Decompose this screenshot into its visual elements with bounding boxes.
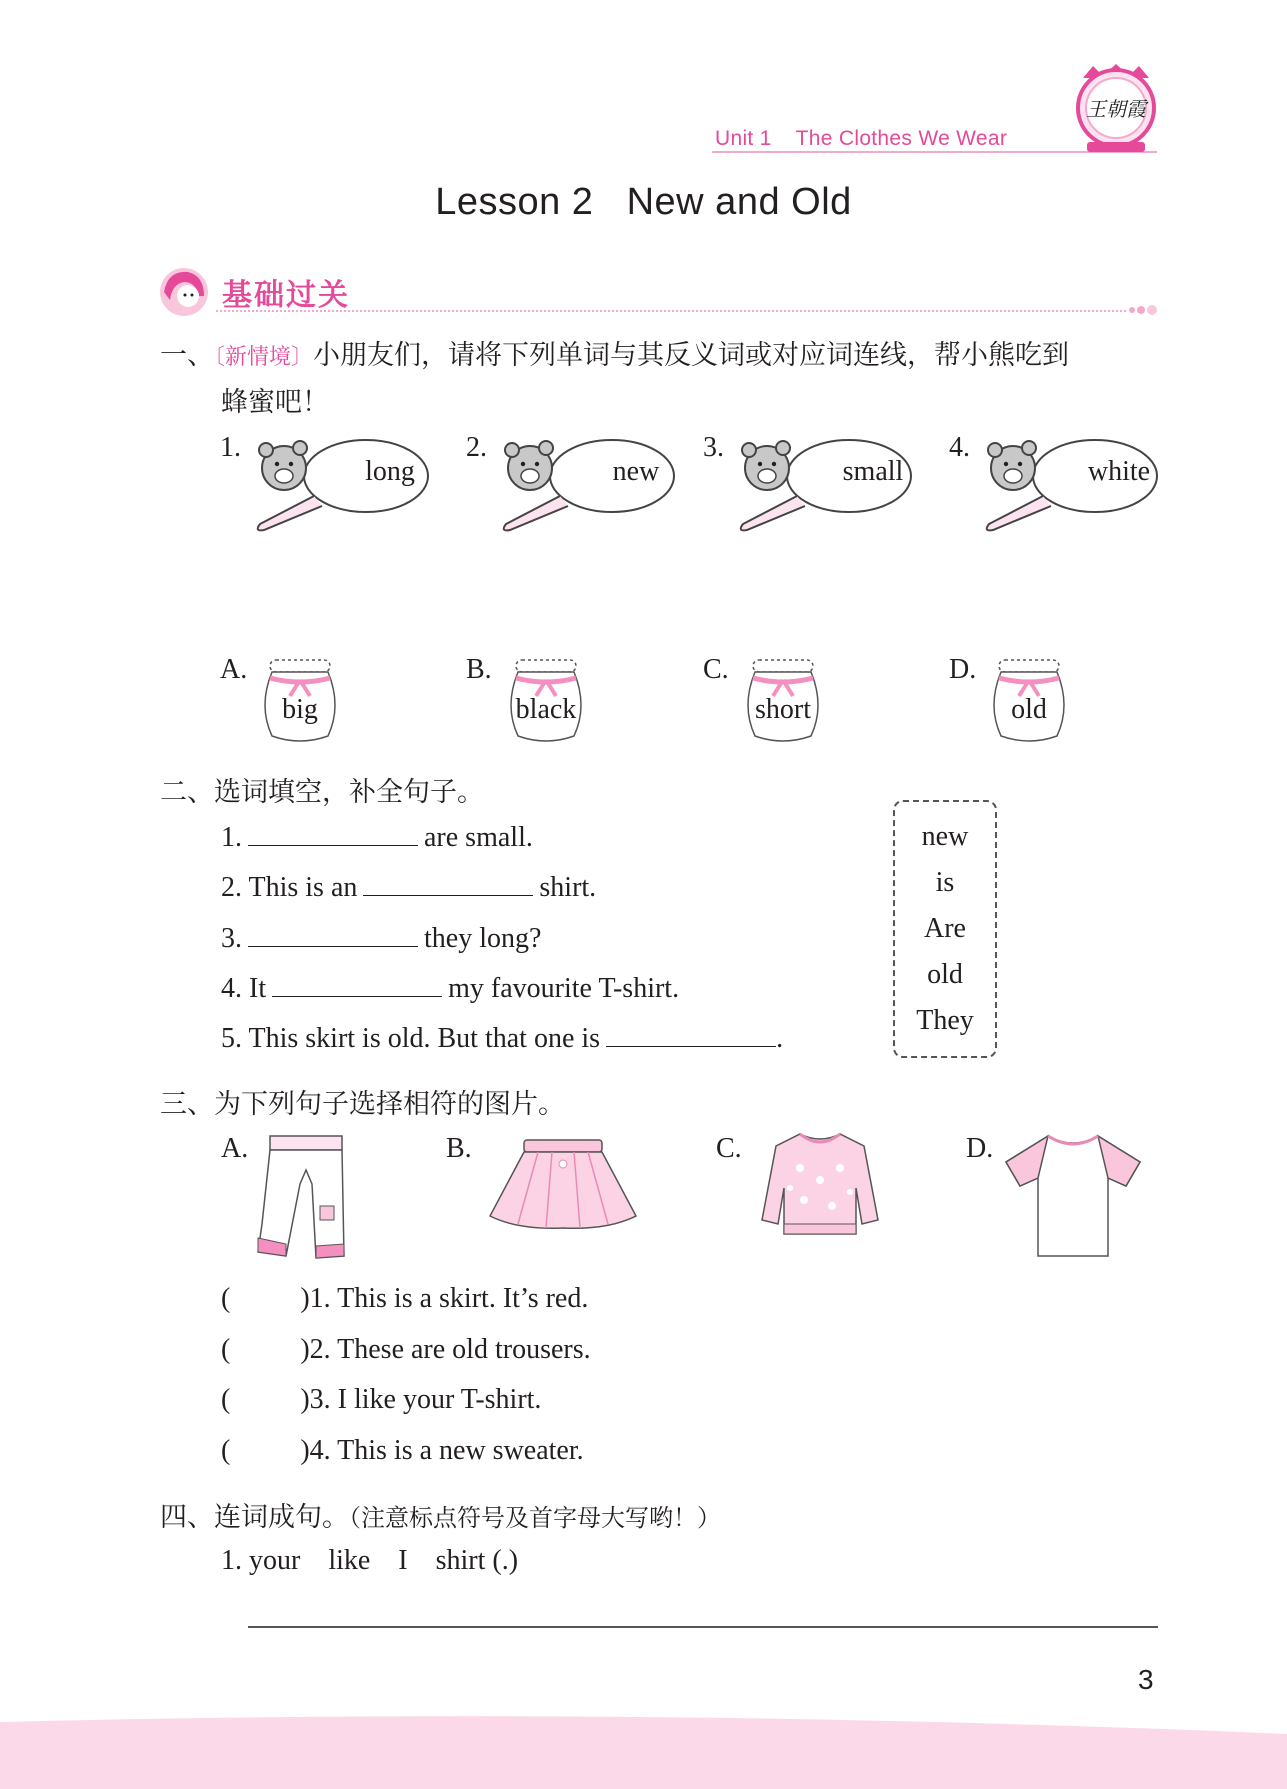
option-letter: B. bbox=[446, 1133, 472, 1164]
unit-title: The Clothes We Wear bbox=[795, 127, 1008, 150]
bear-word: long bbox=[365, 456, 415, 487]
q4-title: 四、连词成句。 bbox=[160, 1502, 349, 1533]
word-bank bbox=[893, 800, 997, 1058]
jar-letter: D. bbox=[949, 654, 977, 685]
item-text: my favourite T-shirt. bbox=[448, 973, 680, 1004]
word-bank-item: They bbox=[916, 1005, 974, 1036]
jar-letter: C. bbox=[703, 654, 729, 685]
q4-note: （注意标点符号及首字母大写哟！） bbox=[349, 1504, 721, 1532]
unit-header bbox=[715, 127, 1007, 151]
answer-line[interactable] bbox=[248, 1626, 1158, 1628]
tshirt-icon[interactable] bbox=[1004, 1132, 1142, 1258]
jar-word: black bbox=[515, 694, 577, 725]
jar-word: short bbox=[755, 694, 811, 725]
match-item bbox=[221, 1435, 584, 1467]
item-text: 4. This is a new sweater. bbox=[309, 1435, 584, 1466]
match-item bbox=[221, 1334, 591, 1366]
trousers-icon[interactable] bbox=[256, 1134, 356, 1264]
fill-blank-item bbox=[221, 922, 541, 955]
open-paren: ( bbox=[221, 1334, 231, 1365]
lesson-title: Lesson 2 New and Old bbox=[435, 181, 852, 223]
item-text: are small. bbox=[424, 822, 533, 853]
bear-number: 3. bbox=[703, 432, 724, 463]
close-paren: ) bbox=[300, 1384, 310, 1415]
unit-label: Unit 1 bbox=[715, 127, 772, 150]
fill-blank-item bbox=[221, 1022, 783, 1055]
item-text: 2. This is an bbox=[221, 872, 358, 903]
word-bank-item: new bbox=[921, 821, 969, 852]
answer-blank[interactable] bbox=[248, 922, 418, 947]
jar-word: big bbox=[282, 694, 318, 725]
page-number: 3 bbox=[1138, 1664, 1154, 1695]
skirt-icon[interactable] bbox=[488, 1138, 638, 1230]
open-paren: ( bbox=[221, 1384, 231, 1415]
item-text: 5. This skirt is old. But that one is bbox=[221, 1023, 601, 1054]
word-order-item: 1. your like I shirt (.) bbox=[221, 1545, 519, 1576]
q1-instruction-line2: 蜂蜜吧！ bbox=[221, 387, 329, 418]
answer-blank[interactable] bbox=[606, 1022, 776, 1047]
match-item bbox=[221, 1384, 541, 1416]
jar-letter: A. bbox=[220, 654, 248, 685]
q4-heading bbox=[160, 1495, 721, 1534]
item-text: 1. bbox=[221, 822, 242, 853]
option-letter: D. bbox=[966, 1133, 994, 1164]
q1-heading bbox=[160, 333, 1069, 372]
answer-blank[interactable] bbox=[272, 972, 442, 997]
word-bank-item: Are bbox=[924, 913, 966, 944]
match-item bbox=[221, 1283, 588, 1315]
item-text: 3. bbox=[221, 923, 242, 954]
fill-blank-item bbox=[221, 821, 533, 854]
banner-divider bbox=[216, 310, 1126, 312]
item-text: shirt. bbox=[539, 872, 597, 903]
logo-text: 王朝霞 bbox=[1086, 97, 1146, 121]
jar-word: old bbox=[1011, 694, 1047, 725]
divider-dots-icon bbox=[1128, 303, 1158, 317]
item-text: 4. It bbox=[221, 973, 267, 1004]
q1-instruction: 小朋友们，请将下列单词与其反义词或对应词连线，帮小熊吃到 bbox=[313, 340, 1070, 371]
brand-logo bbox=[1073, 62, 1159, 158]
option-letter: A. bbox=[221, 1133, 249, 1164]
girl-avatar-icon bbox=[158, 266, 210, 318]
word-bank-item: old bbox=[927, 959, 963, 990]
bear-number: 2. bbox=[466, 432, 487, 463]
word-bank-item: is bbox=[935, 867, 955, 898]
section-banner: 基础过关 bbox=[222, 278, 350, 313]
item-text: 1. This is a skirt. It’s red. bbox=[309, 1283, 589, 1314]
bear-number: 4. bbox=[949, 432, 970, 463]
option-letter: C. bbox=[716, 1133, 742, 1164]
close-paren: ) bbox=[300, 1334, 310, 1365]
sweater-icon[interactable] bbox=[760, 1128, 880, 1240]
q1-tag: 〔新情境〕 bbox=[214, 345, 314, 370]
item-text: . bbox=[776, 1023, 784, 1054]
item-text: 3. I like your T-shirt. bbox=[309, 1384, 542, 1415]
fill-blank-item bbox=[221, 871, 596, 904]
open-paren: ( bbox=[221, 1435, 231, 1466]
open-paren: ( bbox=[221, 1283, 231, 1314]
answer-blank[interactable] bbox=[248, 821, 418, 846]
footer-band bbox=[0, 1712, 1287, 1789]
q3-heading: 三、为下列句子选择相符的图片。 bbox=[160, 1089, 565, 1120]
q2-heading: 二、选词填空，补全句子。 bbox=[160, 777, 484, 808]
fill-blank-item bbox=[221, 972, 679, 1005]
q1-number: 一、 bbox=[160, 340, 214, 371]
jar-letter: B. bbox=[466, 654, 492, 685]
item-text: they long? bbox=[424, 923, 542, 954]
bear-word: new bbox=[612, 456, 660, 487]
close-paren: ) bbox=[300, 1283, 310, 1314]
answer-blank[interactable] bbox=[363, 871, 533, 896]
bear-word: white bbox=[1087, 456, 1151, 487]
bear-word: small bbox=[842, 456, 904, 487]
item-text: 2. These are old trousers. bbox=[309, 1334, 591, 1365]
close-paren: ) bbox=[300, 1435, 310, 1466]
bear-number: 1. bbox=[220, 432, 241, 463]
